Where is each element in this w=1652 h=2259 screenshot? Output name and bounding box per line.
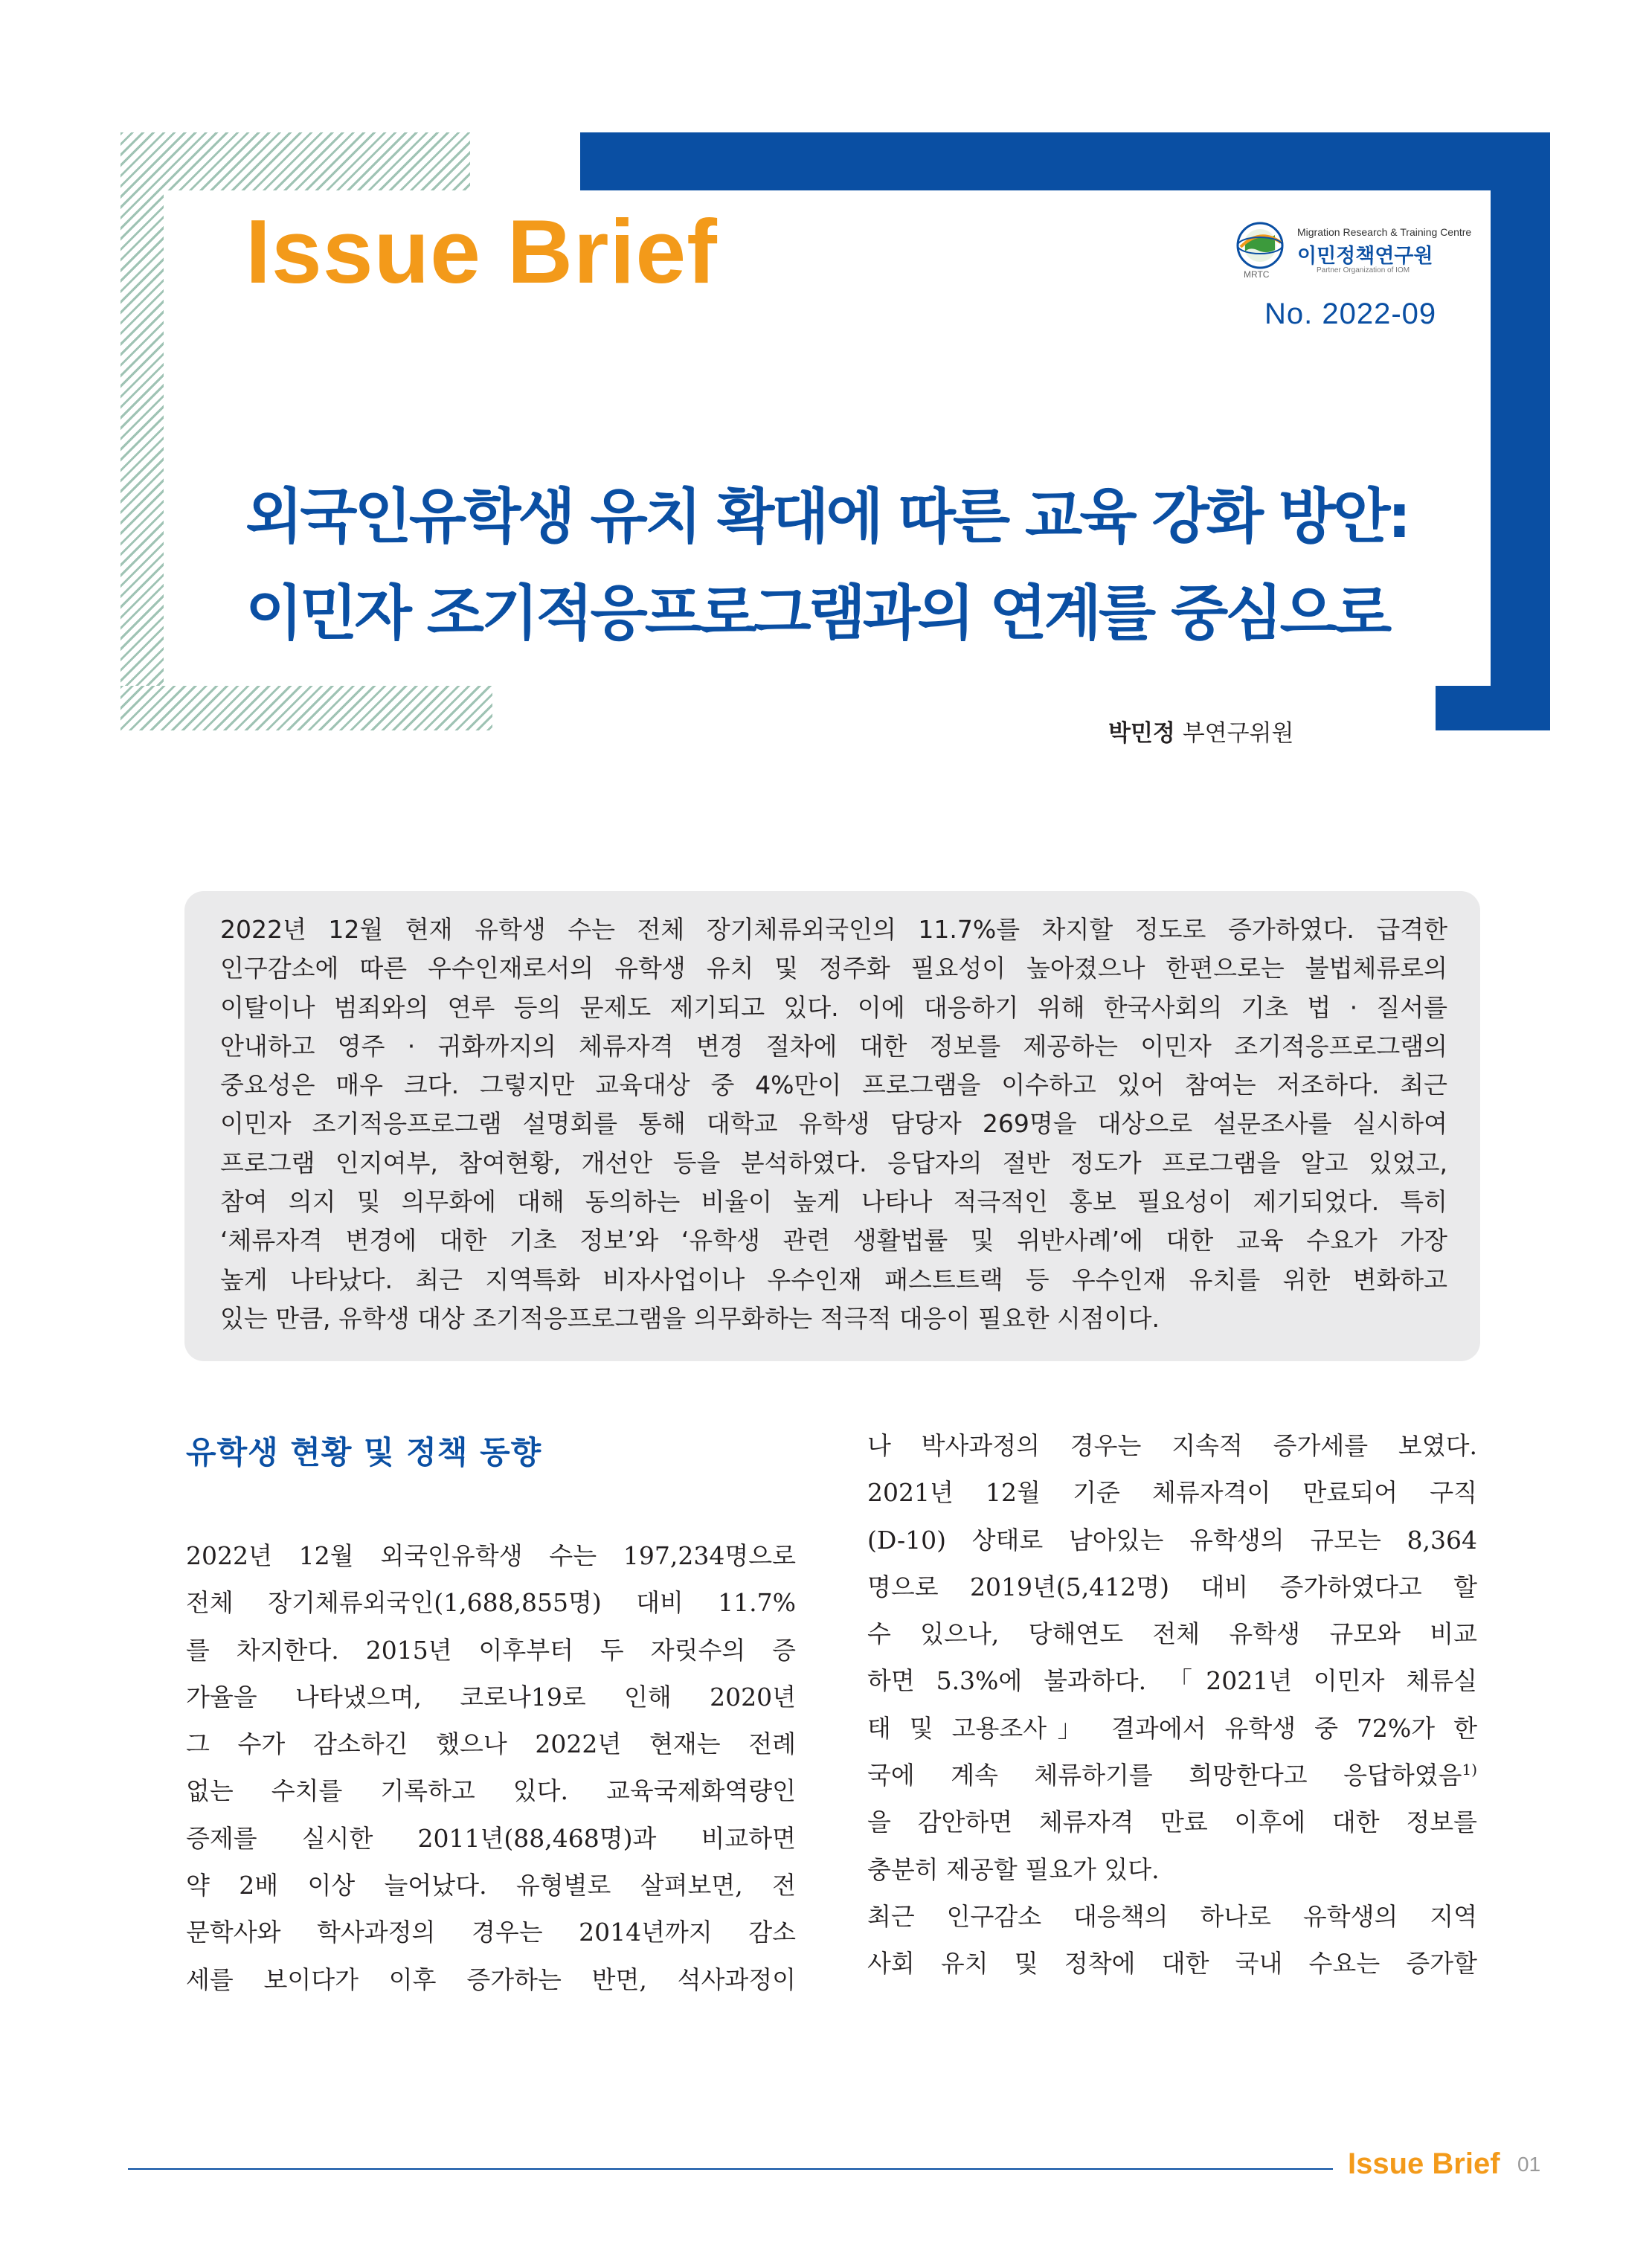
body-line-text: 국에 계속 체류하기를 희망한다고 응답하였음 (867, 1761, 1462, 1790)
body-column-left (186, 1532, 796, 2003)
author-name: 박민정 (1108, 720, 1175, 747)
body-line: 문학사와 학사과정의 경우는 2014년까지 감소 (186, 1918, 796, 1947)
author (1108, 714, 1293, 748)
section-heading: 유학생 현황 및 정책 동향 (186, 1434, 542, 1471)
body-line: 약 2배 이상 늘어났다. 유형별로 살펴보면, 전 (186, 1871, 796, 1900)
author-role: 부연구위원 (1182, 720, 1294, 747)
footnote-marker[interactable]: 1) (1462, 1761, 1477, 1779)
issue-brief-heading: Issue Brief (245, 201, 718, 302)
summary-text (220, 910, 1447, 1338)
blue-frame-bottom (1436, 686, 1550, 730)
body-line: (D-10) 상태로 남아있는 유학생의 규모는 8,364 (867, 1525, 1477, 1555)
blue-frame-side (1491, 132, 1550, 730)
page-title-line-2: 이민자 조기적응프로그램과의 연계를 중심으로 (245, 579, 1389, 648)
summary-line: 2022년 12월 현재 유학생 수는 전체 장기체류외국인의 11.7%를 차지할 정도로 증가하였다. 급격한 (220, 915, 1447, 944)
body-line: 증제를 실시한 2011년(88,468명)과 비교하면 (186, 1823, 796, 1853)
body-line: 을 감안하면 체류자격 만료 이후에 대한 정보를 (867, 1807, 1477, 1837)
logo-name-en: Migration Research & Training Centre (1297, 226, 1472, 238)
issue-number: No. 2022-09 (1264, 298, 1437, 330)
mrtc-logo (1235, 217, 1473, 289)
page-number: 01 (1517, 2153, 1541, 2176)
footer-brand: Issue Brief (1348, 2147, 1500, 2180)
summary-line: 이민자 조기적응프로그램 설명회를 통해 대학교 유학생 담당자 269명을 대상으로 설문조사를 실시하여 (220, 1109, 1447, 1139)
body-line: 태 및 고용조사」 결과에서 유학생 중 72%가 한 (867, 1713, 1477, 1743)
footer-rule (128, 2168, 1333, 2170)
body-line: 사회 유치 및 정착에 대한 국내 수요는 증가할 (867, 1949, 1477, 1979)
body-line: 전체 장기체류외국인(1,688,855명) 대비 11.7% (186, 1588, 796, 1618)
page-title-line-1: 외국인유학생 유치 확대에 따른 교육 강화 방안: (245, 482, 1409, 551)
hatch-decoration (120, 132, 164, 730)
body-column-right (867, 1422, 1477, 1988)
summary-line: 인구감소에 따른 우수인재로서의 유학생 유치 및 정주화 필요성이 높아졌으나 한편으로는 불법체류로의 (220, 954, 1447, 983)
hatch-decoration-bottom (120, 686, 492, 730)
globe-icon (1235, 220, 1285, 271)
body-line: 를 차지한다. 2015년 이후부터 두 자릿수의 증 (186, 1635, 796, 1665)
body-line: 없는 수치를 기록하고 있다. 교육국제화역량인 (186, 1776, 796, 1806)
body-line: 2022년 12월 외국인유학생 수는 197,234명으로 (186, 1541, 796, 1570)
summary-line: ‘체류자격 변경에 대한 기초 정보’와 ‘유학생 관련 생활법률 및 위반사례’에 대한 교육 수요가 가장 (220, 1226, 1447, 1256)
summary-line: 중요성은 매우 크다. 그렇지만 교육대상 중 4%만이 프로그램을 이수하고 있어 참여는 저조하다. 최근 (220, 1070, 1447, 1100)
body-line: 그 수가 감소하긴 했으나 2022년 현재는 전례 (186, 1729, 796, 1759)
body-line: 하면 5.3%에 불과하다. 「2021년 이민자 체류실 (867, 1666, 1477, 1696)
logo-sub: Partner Organization of IOM (1317, 266, 1410, 274)
body-line: 가율을 나타냈으며, 코로나19로 인해 2020년 (186, 1682, 796, 1712)
body-line: 나 박사과정의 경우는 지속적 증가세를 보였다. (867, 1431, 1477, 1460)
summary-line: 이탈이나 범죄와의 연루 등의 문제도 제기되고 있다. 이에 대응하기 위해 한국사회의 기초 법 · 질서를 (220, 992, 1447, 1022)
summary-line: 높게 나타났다. 최근 지역특화 비자사업이나 우수인재 패스트트랙 등 우수인재 유치를 위한 변화하고 (220, 1265, 1447, 1294)
body-line-with-footnote (867, 1752, 1477, 1799)
summary-line: 있는 만큼, 유학생 대상 조기적응프로그램을 의무화하는 적극적 대응이 필요한 시점이다. (220, 1303, 1160, 1333)
logo-abbr: MRTC (1244, 269, 1270, 280)
summary-line: 프로그램 인지여부, 참여현황, 개선안 등을 분석하였다. 응답자의 절반 정도가 프로그램을 알고 있었고, (220, 1148, 1447, 1177)
body-line: 2021년 12월 기준 체류자격이 만료되어 구직 (867, 1478, 1477, 1508)
hatch-decoration-top (120, 132, 470, 190)
body-line: 세를 보이다가 이후 증가하는 반면, 석사과정이 (186, 1964, 796, 1994)
body-line: 명으로 2019년(5,412명) 대비 증가하였다고 할 (867, 1572, 1477, 1601)
body-line: 충분히 제공할 필요가 있다. (867, 1854, 1160, 1884)
body-line: 최근 인구감소 대응책의 하나로 유학생의 지역 (867, 1901, 1477, 1931)
body-line: 수 있으나, 당해연도 전체 유학생 규모와 비교 (867, 1619, 1477, 1649)
logo-name-ko: 이민정책연구원 (1297, 245, 1433, 268)
summary-line: 안내하고 영주 · 귀화까지의 체류자격 변경 절차에 대한 정보를 제공하는 이민자 조기적응프로그램의 (220, 1031, 1447, 1061)
blue-frame-top (580, 132, 1550, 190)
summary-line: 참여 의지 및 의무화에 대해 동의하는 비율이 높게 나타나 적극적인 홍보 필요성이 제기되었다. 특히 (220, 1187, 1447, 1217)
